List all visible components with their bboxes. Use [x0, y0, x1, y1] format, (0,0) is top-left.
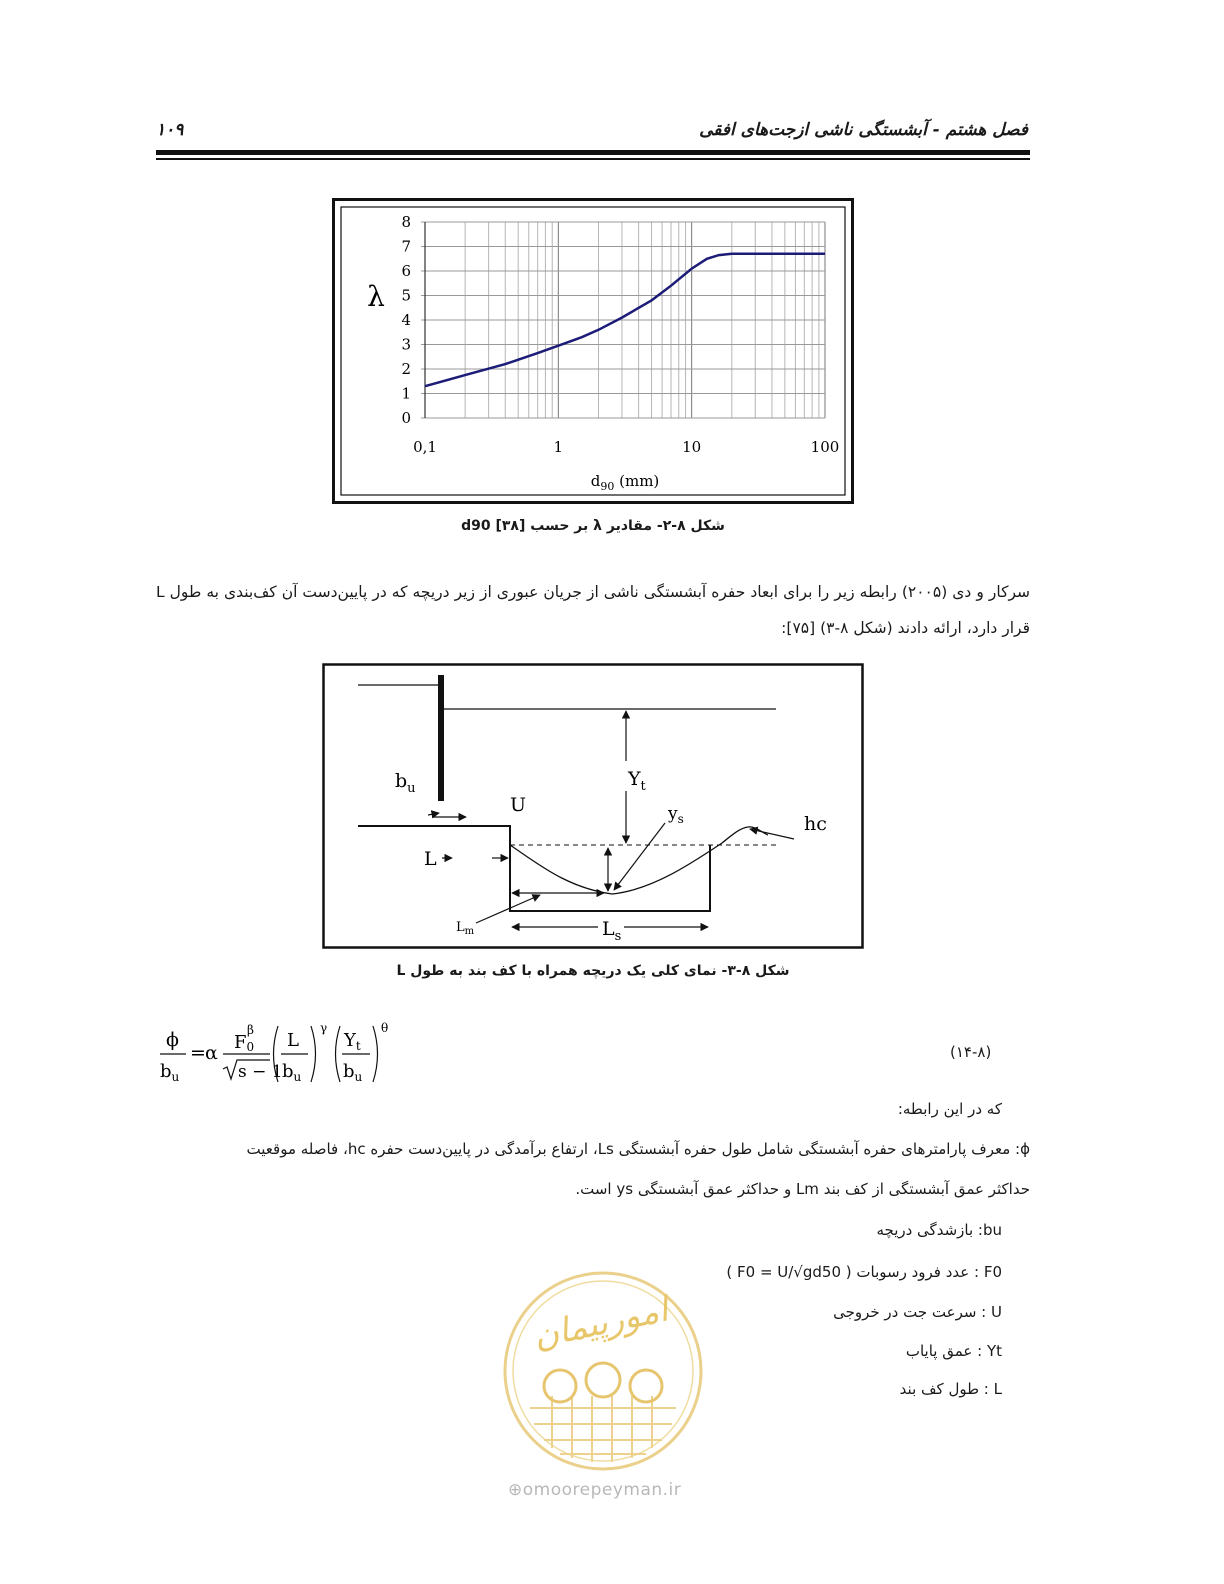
eq-sqrt-body: s − 1 — [238, 1062, 283, 1082]
chart-xlabel: $d_{90}$ (mm) — [590, 472, 660, 493]
definition-yt: Yt : عمق پایاب — [905, 1342, 1002, 1360]
x-tick-label: 100 — [810, 438, 840, 456]
definition-phi-line1: ϕ: معرف پارامترهای حفره آبشستگی شامل طول حفره آبشستگی Ls، ارتفاع برآمدگی در پایین‌دست حفره hc، فاصله موقعیت — [246, 1140, 1030, 1158]
label-hc: hc — [804, 813, 827, 835]
label-u: U — [510, 794, 527, 816]
eq-paren-right-2 — [373, 1026, 378, 1082]
hc-pointer — [750, 829, 794, 839]
eq-equals: = — [190, 1042, 206, 1064]
label-l: L — [424, 848, 437, 870]
chart-outer-frame — [334, 200, 853, 503]
eq-phi: ϕ — [166, 1029, 179, 1051]
bu-pointer — [428, 813, 439, 815]
x-tick-label: 10 — [682, 438, 702, 456]
people-icon — [586, 1363, 620, 1397]
scale-icon — [544, 1370, 576, 1402]
y-tick-label: 0 — [401, 409, 411, 427]
sluice-gate — [438, 675, 444, 801]
x-tick-label: 1 — [553, 438, 564, 456]
chart-ticks — [401, 213, 839, 456]
eq-paren-right-1 — [311, 1026, 316, 1082]
definition-f0: F0 : عدد فرود رسوبات ( F0 = U/√gd50 ) — [726, 1263, 1002, 1281]
eq-l: L — [287, 1030, 299, 1051]
chart-grid — [421, 222, 825, 418]
watermark-logo — [500, 1268, 706, 1474]
y-tick-label: 7 — [401, 237, 411, 256]
label-yt: $Y_t$ — [628, 768, 646, 794]
definition-u: U : سرعت جت در خروجی — [833, 1303, 1002, 1321]
eq-beta: β — [247, 1023, 254, 1037]
label-lm: $L_m$ — [456, 920, 475, 937]
lambda-chart — [332, 198, 854, 504]
y-tick-label: 4 — [401, 311, 411, 329]
y-tick-label: 6 — [401, 262, 411, 280]
eq-bu-den-2: $b_u$ — [282, 1061, 302, 1084]
eq-f0: F0 — [234, 1032, 255, 1054]
definition-phi-line2: حداکثر عمق آبشستگی از کف بند Lm و حداکثر عمق آبشستگی ys است. — [575, 1180, 1030, 1198]
figure2-caption: شکل ۸-۳- نمای کلی یک دریچه همراه با کف بند به طول L — [396, 963, 790, 979]
header-rule-thick — [156, 150, 1030, 155]
label-bu: $b_u$ — [395, 770, 416, 796]
header-rule-thin — [156, 158, 1030, 160]
eq-bu-den-3: $b_u$ — [343, 1061, 363, 1084]
watermark-grid — [530, 1396, 676, 1462]
diagram-frame — [324, 665, 863, 948]
chapter-title: فصل هشتم - آبشستگی ناشی ازجت‌های افقی — [699, 120, 1028, 140]
eq-yt: $Y_t$ — [344, 1030, 361, 1053]
watermark-url: ⊕omoorepeyman.ir — [508, 1480, 682, 1500]
label-ys: $y_s$ — [668, 804, 684, 826]
y-tick-label: 1 — [401, 384, 411, 403]
chart-ylabel: λ — [367, 280, 385, 313]
equation-14-8 — [156, 1018, 396, 1090]
definition-l: L : طول کف بند — [899, 1380, 1002, 1398]
scour-profile — [510, 827, 768, 894]
excavator-icon — [630, 1370, 662, 1402]
y-tick-label: 2 — [401, 360, 411, 378]
y-tick-label: 8 — [401, 213, 411, 231]
definition-bu: bu: بازشدگی دریچه — [876, 1221, 1002, 1239]
definitions-intro: که در این رابطه: — [897, 1100, 1002, 1118]
eq-gamma: γ — [320, 1021, 328, 1035]
eq-paren-left-2 — [336, 1026, 341, 1082]
gate-diagram — [322, 663, 864, 949]
x-tick-label: 0,1 — [413, 438, 437, 456]
figure1-caption: شکل ۸-۲- مقادیر λ بر حسب d90 [۳۸] — [461, 518, 725, 534]
lm-pointer — [476, 895, 540, 923]
ys-pointer — [614, 823, 665, 890]
eq-bu-den: $b_u$ — [160, 1061, 180, 1084]
eq-alpha: α — [205, 1042, 218, 1064]
watermark-text: امورپیمان — [529, 1289, 672, 1357]
page-number: ۱۰۹ — [156, 120, 184, 140]
globe-icon: ⊕ — [508, 1480, 523, 1500]
eq-theta: θ — [381, 1021, 389, 1035]
y-tick-label: 3 — [401, 335, 411, 354]
y-tick-label: 5 — [401, 286, 411, 305]
equation-number: (۱۴-۸) — [950, 1043, 992, 1061]
paragraph-1: سرکار و دی (۲۰۰۵) رابطه زیر را برای ابعاد حفره آبشستگی ناشی از جریان عبوری از زیر دریچه که در پایین‌دست آن کف‌بندی به طول L قرار دارد، ارائه دادند (شکل ۸-۳) [۷۵]: — [156, 583, 1030, 637]
label-ls: $L_s$ — [602, 918, 622, 944]
